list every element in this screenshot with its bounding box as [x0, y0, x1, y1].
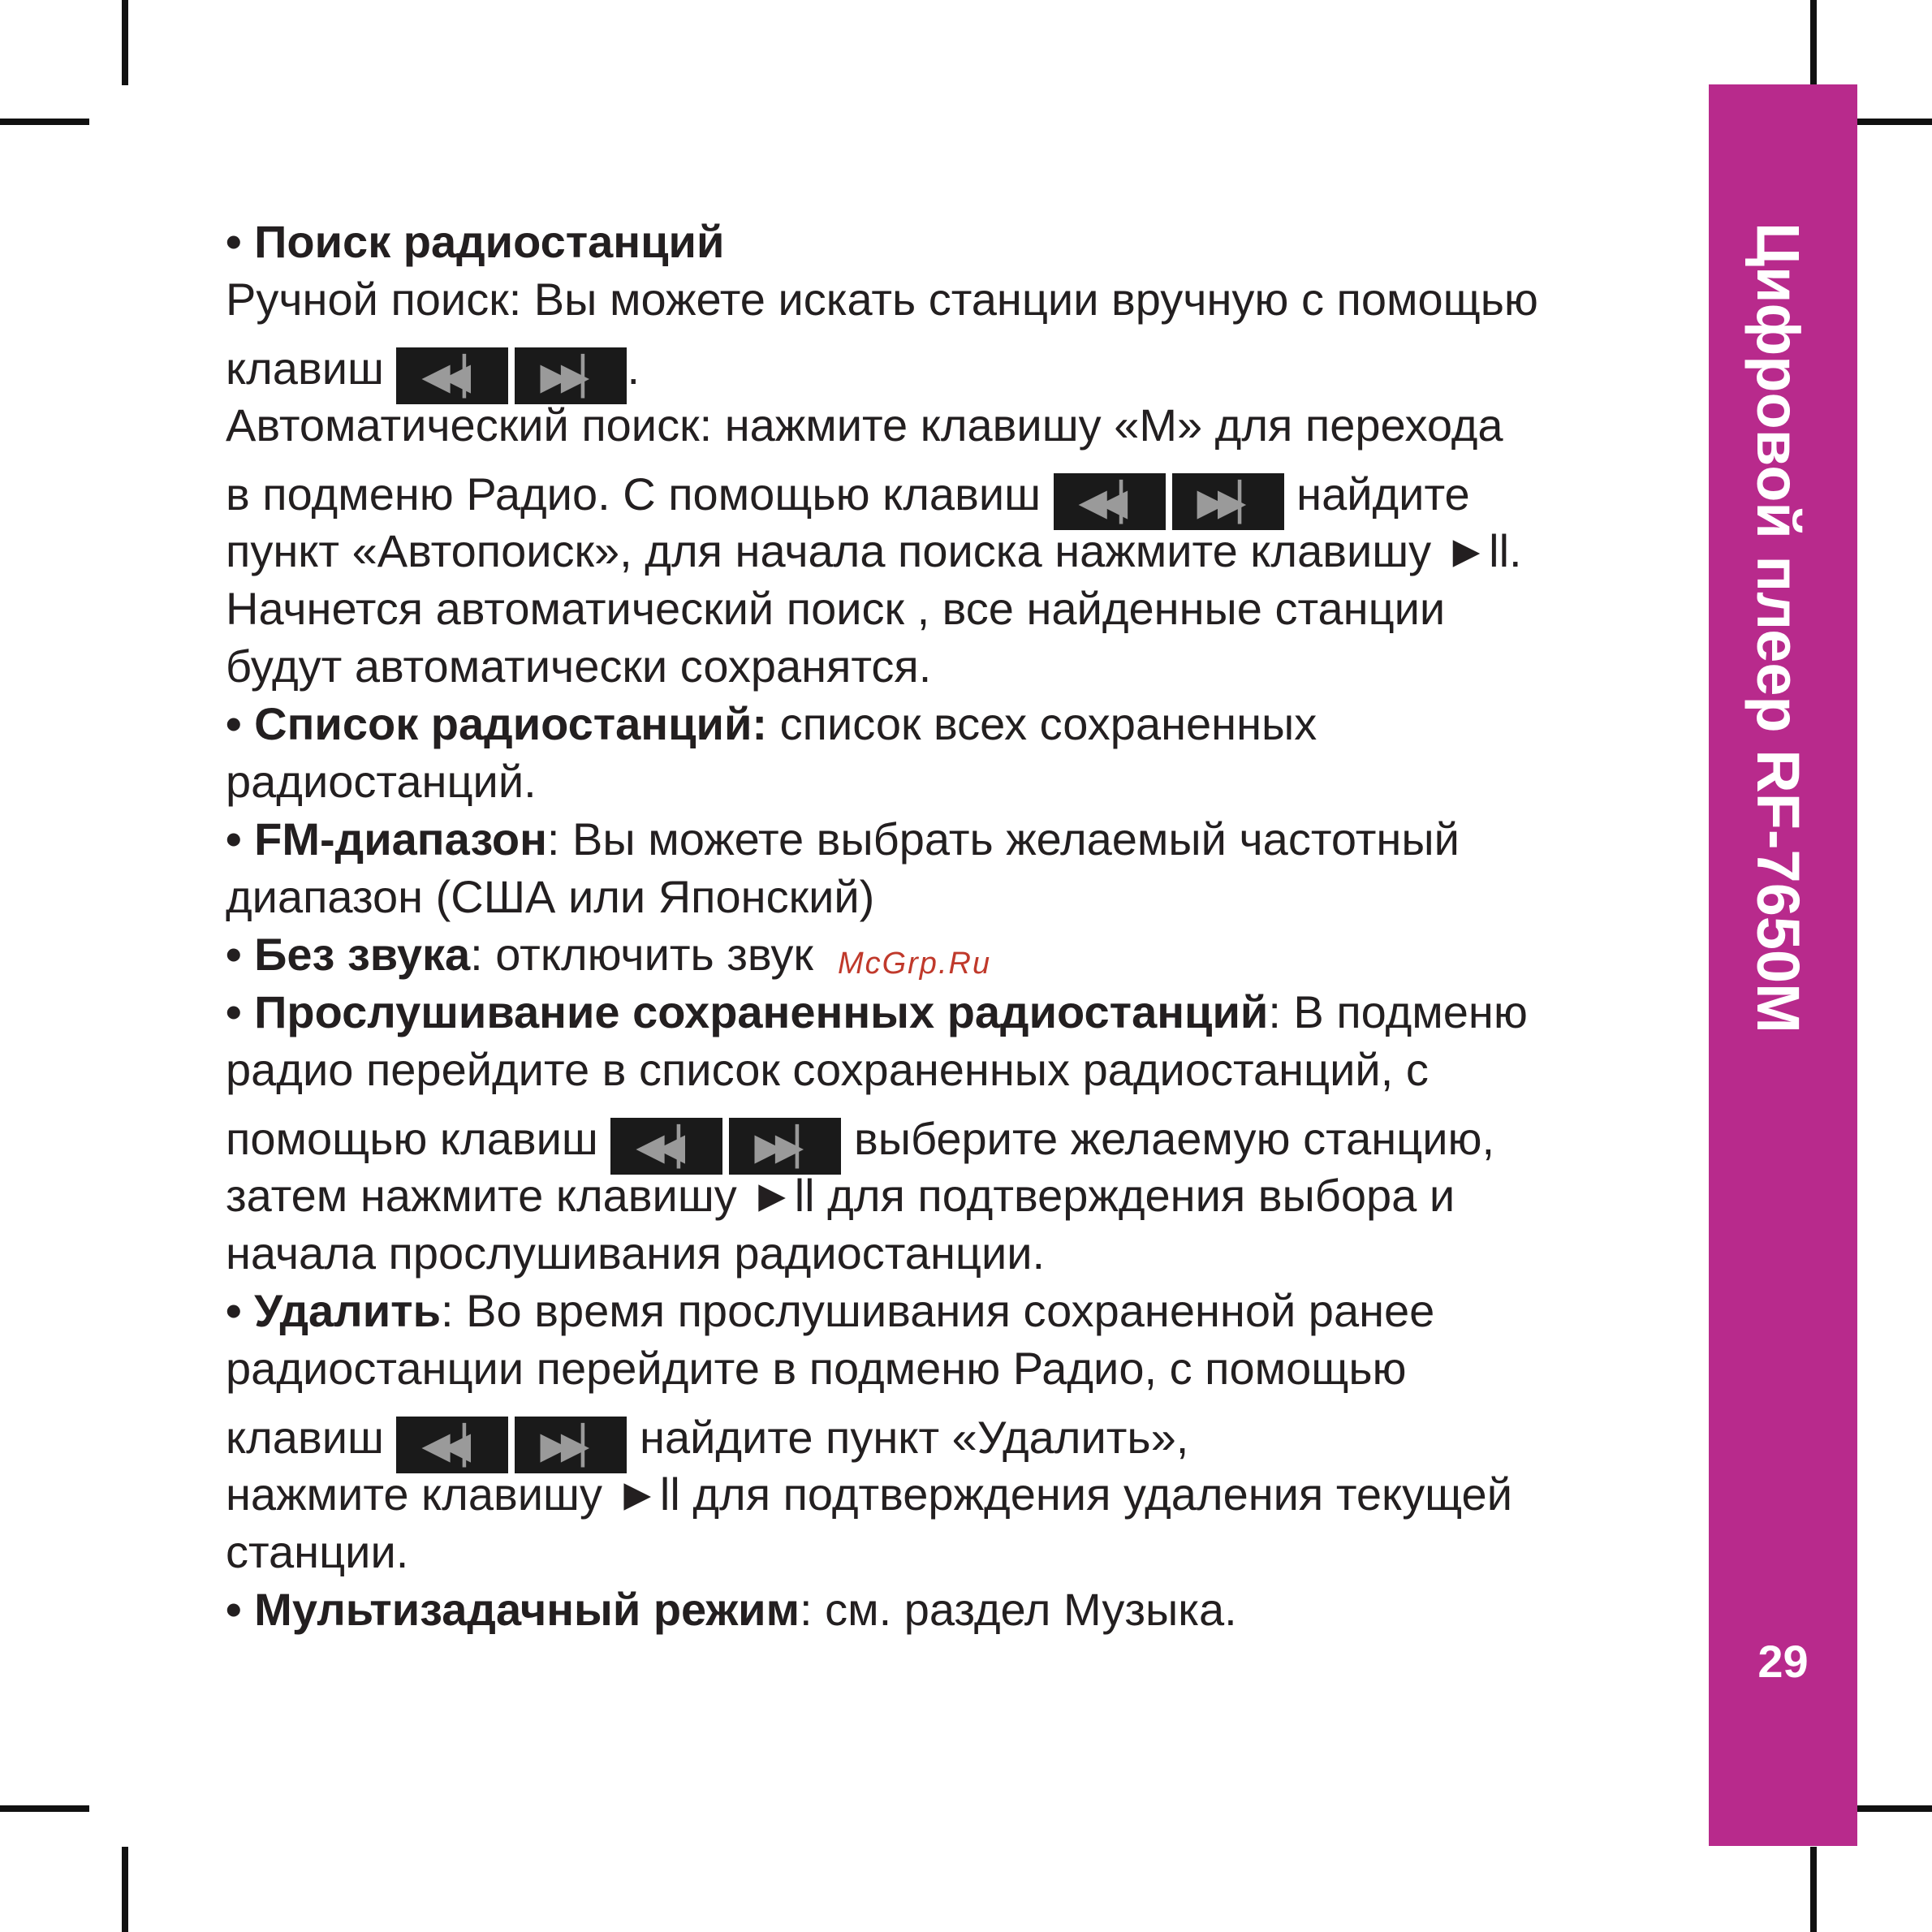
text-line: станции. [226, 1526, 409, 1577]
heading-saved-stations: • Прослушивание сохраненных радиостанций: В подменю [226, 986, 1528, 1037]
text-line: нажмите клавишу ►ll для подтверждения удаления текущей [226, 1468, 1512, 1520]
crop-mark [0, 1805, 89, 1812]
text-line: затем нажмите клавишу ►ll для подтверждения выбора и [226, 1170, 1455, 1221]
crop-mark [0, 119, 89, 125]
page-content [226, 213, 1654, 1638]
text-line: радиостанций. [226, 756, 537, 807]
heading-mute: • Без звука: отключить звук McGrp.Ru [226, 925, 1654, 983]
heading-station-list: • Список радиостанций: список всех сохраненных [226, 698, 1317, 749]
side-title: Цифровой плеер RF-7650M [1744, 222, 1812, 1033]
next-track-icon: ▶▶▏ [729, 1118, 841, 1175]
next-track-icon: ▶▶▏ [515, 347, 627, 404]
prev-track-icon: ◀◀▏ [396, 1417, 508, 1473]
side-tab [1709, 84, 1857, 1846]
text-line: начала прослушивания радиостанции. [226, 1227, 1046, 1279]
watermark: McGrp.Ru [837, 947, 992, 981]
crop-mark [1849, 1805, 1932, 1812]
page-number: 29 [1757, 1636, 1809, 1687]
heading-delete: • Удалить: Во время прослушивания сохраненной ранее [226, 1285, 1435, 1336]
heading-multitask: • Мультизадачный режим: см. раздел Музыка. [226, 1584, 1237, 1635]
text-line: Автоматический поиск: нажмите клавишу «М» для перехода [226, 399, 1503, 451]
crop-mark [1810, 1847, 1817, 1932]
text-line: Начнется автоматический поиск , все найденные станции [226, 583, 1446, 634]
crop-mark [122, 0, 128, 85]
crop-mark [1810, 0, 1817, 85]
prev-track-icon: ◀◀▏ [610, 1118, 722, 1175]
text-line: Ручной поиск: Вы можете искать станции вручную с помощью [226, 274, 1538, 325]
text-line: пункт «Автопоиск», для начала поиска нажмите клавишу ►ll. [226, 525, 1522, 576]
text-line: радио перейдите в список сохраненных радиостанций, с [226, 1044, 1429, 1095]
text-line: клавиш ◀◀▏ ▶▶▏ найдите пункт «Удалить», [226, 1397, 1654, 1465]
heading-radio-search: • Поиск радиостанций [226, 216, 725, 267]
next-track-icon: ▶▶▏ [1172, 473, 1284, 530]
text-line: будут автоматически сохранятся. [226, 640, 932, 692]
crop-mark [1849, 119, 1932, 125]
prev-track-icon: ◀◀▏ [1054, 473, 1166, 530]
text-line: диапазон (США или Японский) [226, 871, 875, 922]
text-line: помощью клавиш ◀◀▏ ▶▶▏ выберите желаемую станцию, [226, 1098, 1654, 1167]
prev-track-icon: ◀◀▏ [396, 347, 508, 404]
next-track-icon: ▶▶▏ [515, 1417, 627, 1473]
crop-mark [122, 1847, 128, 1932]
text-line: в подменю Радио. С помощью клавиш ◀◀▏ ▶▶▏ найдите [226, 454, 1654, 522]
heading-fm-range: • FM-диапазон: Вы можете выбрать желаемый частотный [226, 813, 1460, 865]
text-line: радиостанции перейдите в подменю Радио, с помощью [226, 1343, 1407, 1394]
text-line: клавиш ◀◀▏ ▶▶▏ . [226, 328, 1654, 396]
